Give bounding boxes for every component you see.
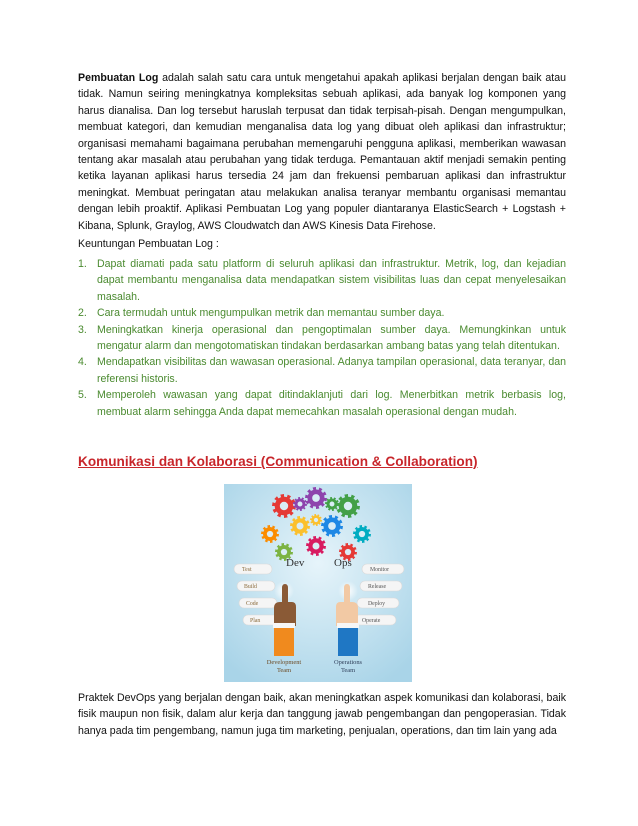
list-number: 2. <box>78 307 87 320</box>
dev-team-line2: Team <box>276 667 292 674</box>
intro-paragraph <box>78 70 566 234</box>
tag-monitor-text: Monitor <box>370 567 390 573</box>
gear-hole <box>298 502 303 507</box>
list-number: 5. <box>78 389 87 402</box>
ops-label: Ops <box>334 557 352 569</box>
benefits-label: Keuntungan Pembuatan Log : <box>78 238 219 250</box>
gear-hole <box>344 502 352 510</box>
gear-hole <box>328 522 336 530</box>
gear-hole <box>267 531 273 537</box>
list-item <box>78 322 566 355</box>
list-text: Memperoleh wawasan yang dapat ditindaklanjuti dari log. Menerbitkan metrik berbasis log, membuat alarm sehingga Anda dapat memecahkan masalah operasional dengan mudah. <box>97 389 566 418</box>
gear-hole <box>314 518 318 522</box>
list-number: 1. <box>78 258 87 270</box>
tag-test-text: Test <box>242 567 252 573</box>
dev-label: Dev <box>286 557 305 569</box>
list-item <box>78 387 566 420</box>
list-item <box>78 305 566 321</box>
tag-build-text: Build <box>244 584 257 590</box>
list-number: 4. <box>78 356 87 369</box>
tag-deploy-text: Deploy <box>368 601 386 607</box>
closing-paragraph: Praktek DevOps yang berjalan dengan baik, akan meningkatkan aspek komunikasi dan kolaborasi, baik fisik maupun non fisik, dalam alur kerja dan tanggung jawab pengembangan dan pengoperasian. Tidak hanya pada tim pengembang, namun juga tim marketing, penjualan, operations, dan tim lain yang ada <box>78 692 566 737</box>
tag-code-text: Code <box>246 601 259 607</box>
tag-plan-text: Plan <box>250 618 261 624</box>
list-item <box>78 256 566 305</box>
gear-hole <box>281 549 287 555</box>
intro-body: adalah salah satu cara untuk mengetahui apakah aplikasi berjalan dengan baik atau tidak. Namun seiring meningkatnya kompleksitas sebuah aplikasi, ada banyak log komponen yang harus dianalisa. Dan log tersebut haruslah terpusat dan tidak terpisah-pisah. Dengan mengumpulkan, membuat kategori, dan kemudian menganalisa data log yang dibuat oleh aplikasi dan infrastruktur; organisasi memahami bagaimana perubahan memengaruhi pengguna aplikasi, memberikan wawasan tentang akar masalah atau perubahan yang tidak terduga. Pemantauan aktif menjadi semakin penting ketika layanan aplikasi harus tersedia 24 jam dan frekuensi pembaruan aplikasi dan infrastruktur meningkat. Membuat peringatan atau melakukan analisa teranyar membantu organisasi memantau dengan lebih proaktif. Aplikasi Pembuatan Log yang populer diantaranya ElasticSearch + Logstash + Kibana, Splunk, Graylog, AWS Cloudwatch dan AWS Kinesis Data Firehose. <box>78 72 566 232</box>
gear-hole <box>312 494 320 502</box>
ops-team-line1: Operations <box>333 659 363 666</box>
ops-team-line2: Team <box>340 667 356 674</box>
list-text: Mendapatkan visibilitas dan wawasan operasional. Adanya tampilan operasional, data teranyar, dan referensi historis. <box>97 356 566 385</box>
gear-hole <box>359 531 365 537</box>
list-item <box>78 354 566 387</box>
list-text: Cara termudah untuk mengumpulkan metrik dan memantau sumber daya. <box>97 307 445 320</box>
gear-hole <box>280 502 288 510</box>
list-text: Dapat diamati pada satu platform di seluruh aplikasi dan infrastruktur. Metrik, log, dan kejadian dapat membantu menganalisa data mendapatkan sistem visibilitas luas dan cepat menyelesaikan masalah. <box>97 258 566 303</box>
tag-test <box>234 564 272 574</box>
gear-hole <box>297 523 304 530</box>
gear-hole <box>313 543 320 550</box>
gear-hole <box>330 502 335 507</box>
section-title: Komunikasi dan Kolaborasi (Communication & Collaboration) <box>78 454 478 469</box>
list-text: Meningkatkan kinerja operasional dan pengoptimalan sumber daya. Memungkinkan untuk mengatur alarm dan mengotomatiskan tindakan berdasarkan ambang batas yang telah ditentukan. <box>97 323 566 353</box>
list-number: 3. <box>78 323 87 336</box>
tag-release-text: Release <box>368 584 387 590</box>
devops-illustration <box>224 484 412 682</box>
dev-team-line1: Development <box>266 659 302 666</box>
tag-operate-text: Operate <box>362 618 381 624</box>
intro-lead: Pembuatan Log <box>78 72 159 84</box>
gear-hole <box>345 549 351 555</box>
benefits-list <box>78 256 566 420</box>
